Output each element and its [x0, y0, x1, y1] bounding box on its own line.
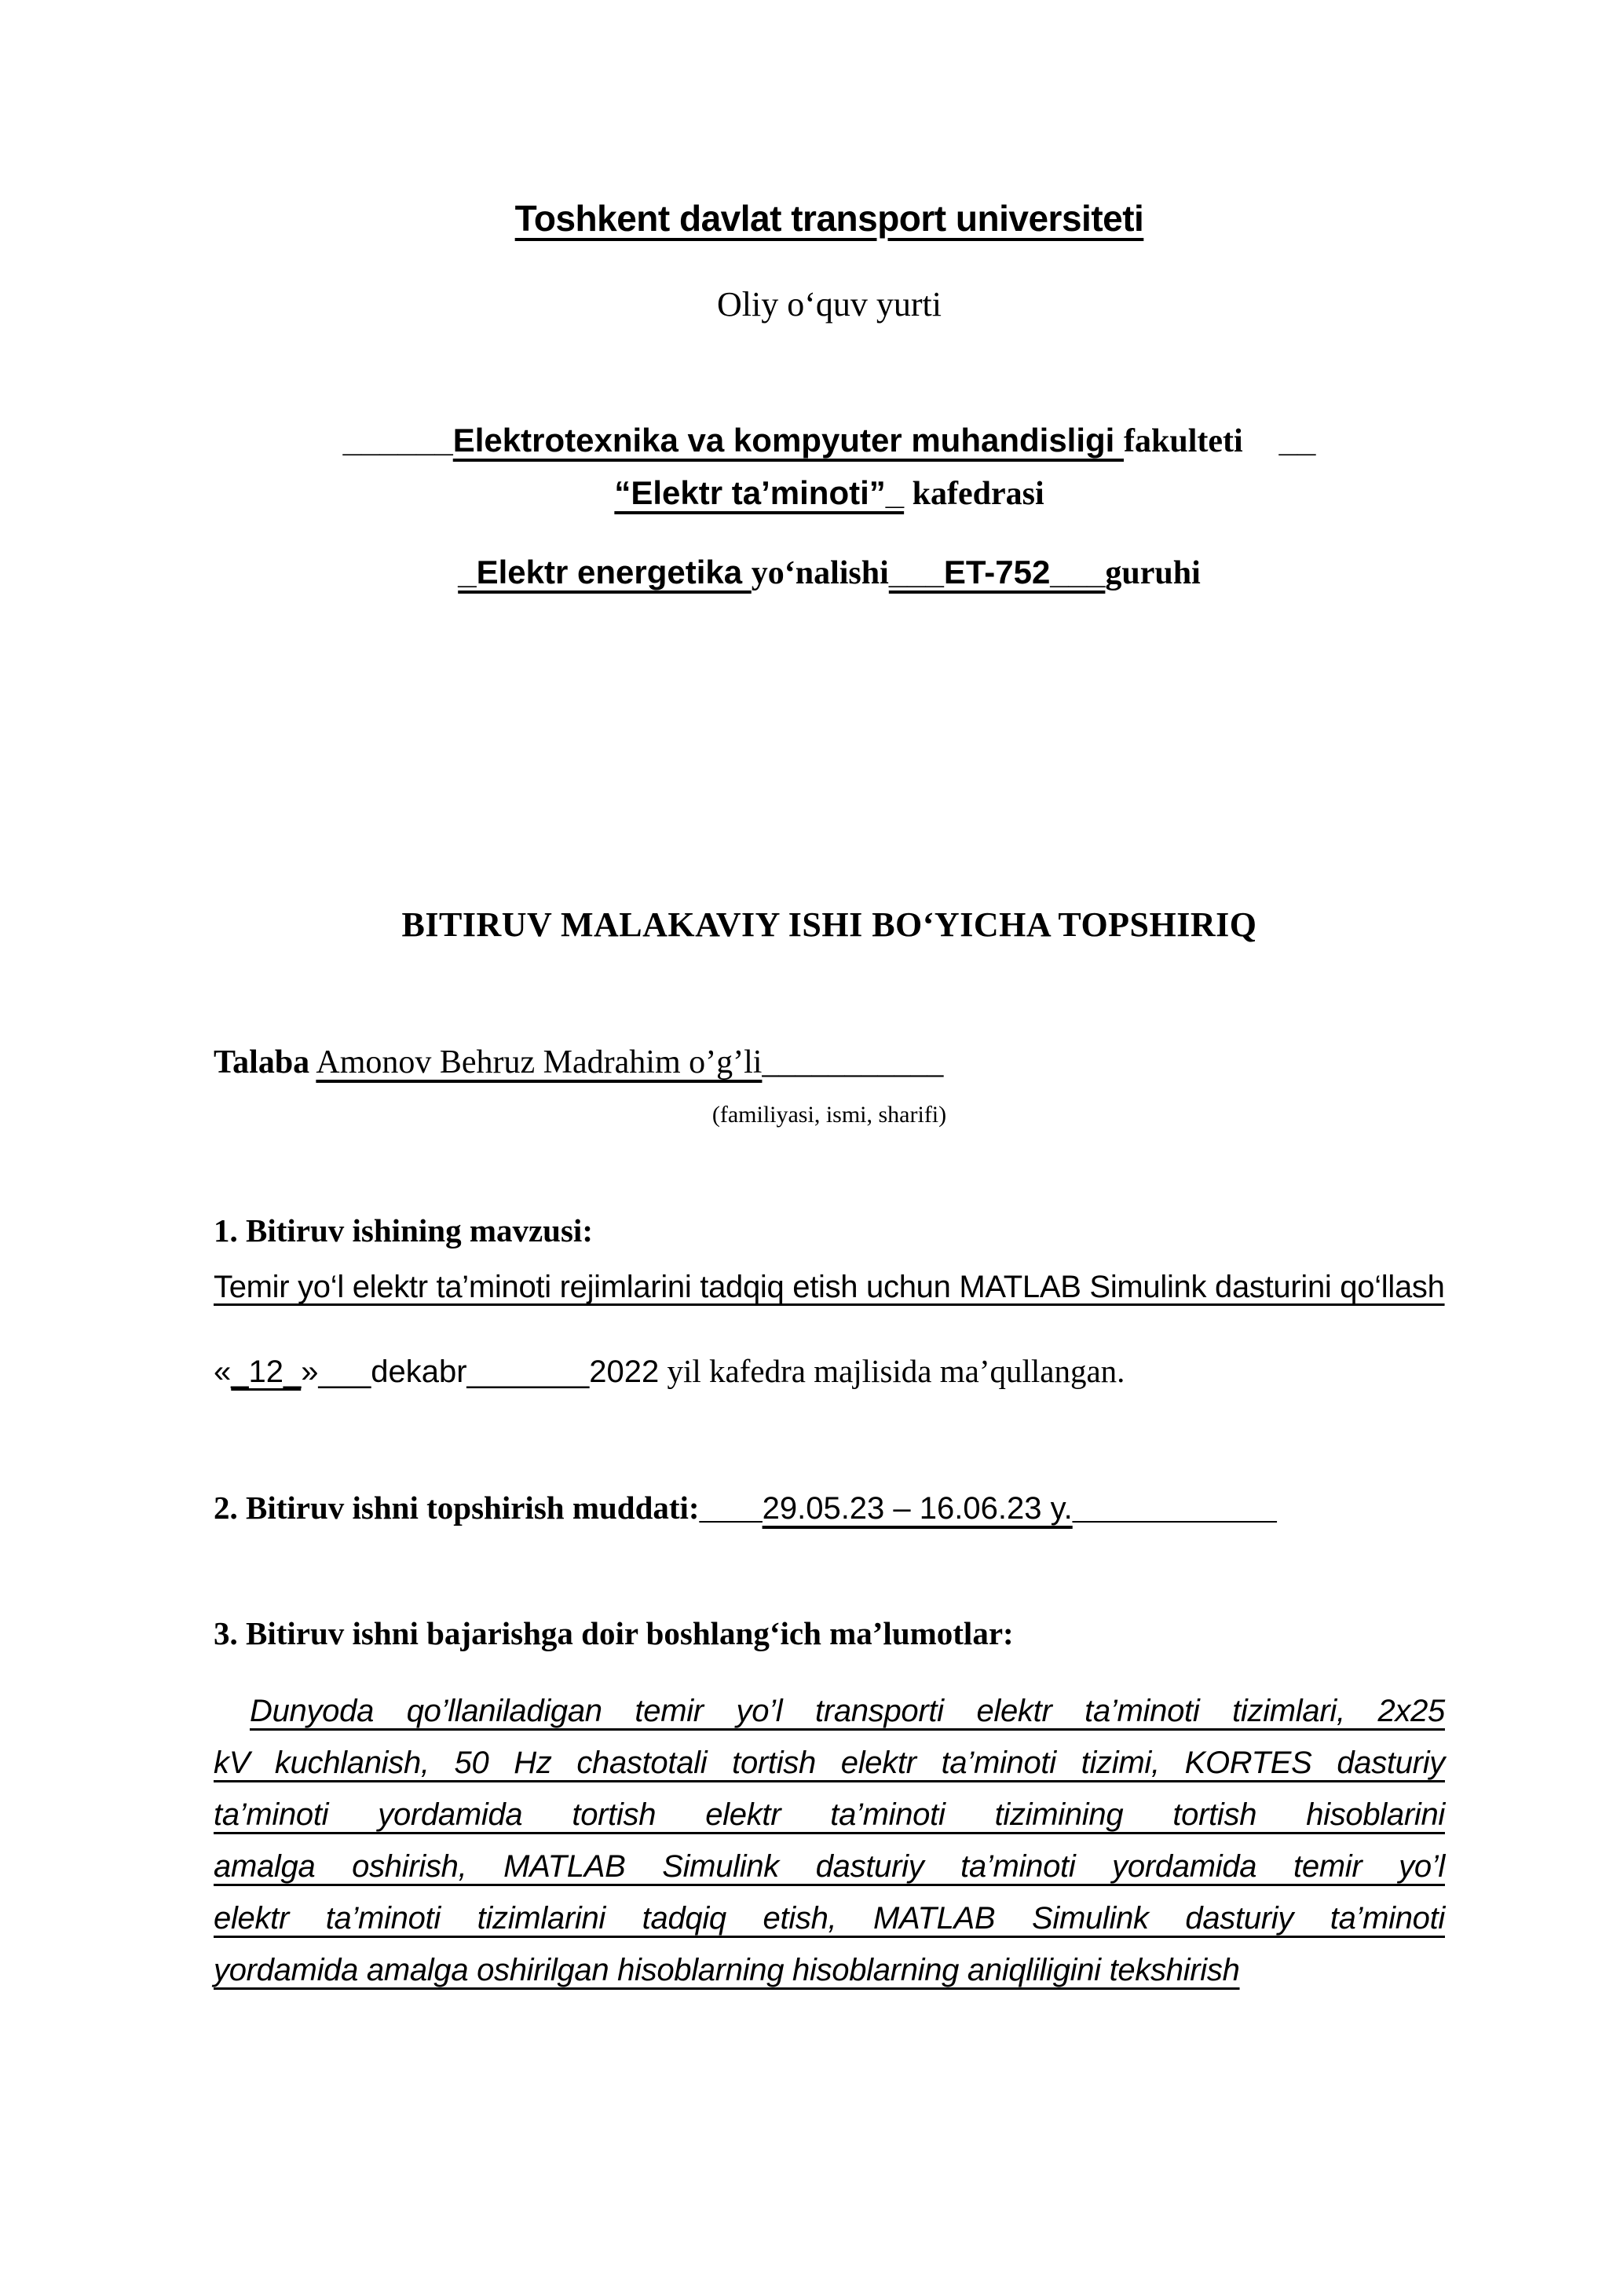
- section1-heading: 1. Bitiruv ishining mavzusi:: [214, 1212, 593, 1249]
- direction-name: _Elektr energetika: [458, 553, 752, 590]
- faculty-line: [214, 415, 1445, 466]
- approval-line: [214, 1352, 1445, 1390]
- approval-year: 2022: [589, 1354, 660, 1389]
- department-suffix: kafedrasi: [912, 475, 1044, 512]
- student-label: Talaba: [214, 1044, 310, 1080]
- university-title-line: [214, 198, 1445, 240]
- direction-label: yo‘nalishi: [751, 554, 889, 591]
- section3-heading: 3. Bitiruv ishni bajarishga doir boshlang‘ich ma’lumotlar:: [214, 1614, 1014, 1651]
- group-code-blank: ___ET-752___: [888, 553, 1106, 590]
- main-heading: BITIRUV MALAKAVIY ISHI BO‘YICHA TOPSHIRIQ: [401, 905, 1257, 944]
- institution-type: Oliy o‘quv yurti: [717, 284, 942, 324]
- section2-line: [214, 1489, 1445, 1526]
- direction-suffix: guruhi: [1105, 554, 1201, 591]
- pre-month-blank: ___: [318, 1354, 371, 1389]
- department-line: [214, 468, 1445, 519]
- section2-heading: 2. Bitiruv ishni topshirish muddati:: [214, 1489, 700, 1526]
- paragraph-line: Dunyoda qo’llaniladigan temir yo’l transporti elektr ta’minoti tizimlari, 2x25: [250, 1693, 1445, 1728]
- student-trail-blank: ___________: [762, 1044, 944, 1080]
- university-title: Toshkent davlat transport universiteti: [514, 198, 1144, 239]
- paragraph-line: elektr ta’minoti tizimlarini tadqiq etish, MATLAB Simulink dasturiy ta’minoti: [214, 1900, 1445, 1936]
- direction-line: [214, 554, 1445, 592]
- paragraph-line: ta’minoti yordamida tortish elektr ta’minoti tizimining tortish hisoblarini: [214, 1797, 1445, 1832]
- close-guillemet: »: [301, 1354, 319, 1389]
- thesis-topic: [214, 1262, 1445, 1313]
- department-name: “Elektr ta’minoti”_: [614, 473, 905, 511]
- deadline-lead-blank: ____: [699, 1490, 763, 1526]
- deadline-value: 29.05.23 – 16.06.23 y.: [762, 1490, 1073, 1526]
- approval-day: _12_: [231, 1354, 302, 1389]
- paragraph-line: yordamida amalga oshirilgan hisoblarning hisoblarning aniqliligini tekshirish: [214, 1952, 1240, 1987]
- post-month-blank: _______: [466, 1354, 590, 1389]
- student-name: Amonov Behruz Madrahim o’g’li: [316, 1044, 763, 1080]
- paragraph-line: kV kuchlanish, 50 Hz chastotali tortish elektr ta’minoti tizimi, KORTES dasturiy: [214, 1745, 1445, 1780]
- student-name-caption: (familiyasi, ismi, sharifi): [711, 1101, 947, 1128]
- deadline-trail-blank: _____________: [1072, 1490, 1277, 1526]
- thesis-topic-text: Temir yo‘l elektr ta’minoti rejimlarini tadqiq etish uchun MATLAB Simulink dasturini qo‘llash: [214, 1269, 1445, 1304]
- faculty-trail-blank: __: [1278, 421, 1316, 459]
- faculty-suffix: fakulteti: [1124, 422, 1243, 459]
- approval-month: dekabr: [371, 1354, 467, 1389]
- initial-data-paragraph: [214, 1685, 1445, 1996]
- student-line: [214, 1044, 1445, 1081]
- faculty-lead-blank: ______: [342, 421, 453, 459]
- open-guillemet: «: [214, 1354, 232, 1389]
- approval-rest: yil kafedra majlisida ma’qullangan.: [659, 1352, 1125, 1389]
- faculty-name: Elektrotexnika va kompyuter muhandisligi: [452, 421, 1125, 459]
- paragraph-line: amalga oshirish, MATLAB Simulink dasturiy ta’minoti yordamida temir yo’l: [214, 1848, 1445, 1884]
